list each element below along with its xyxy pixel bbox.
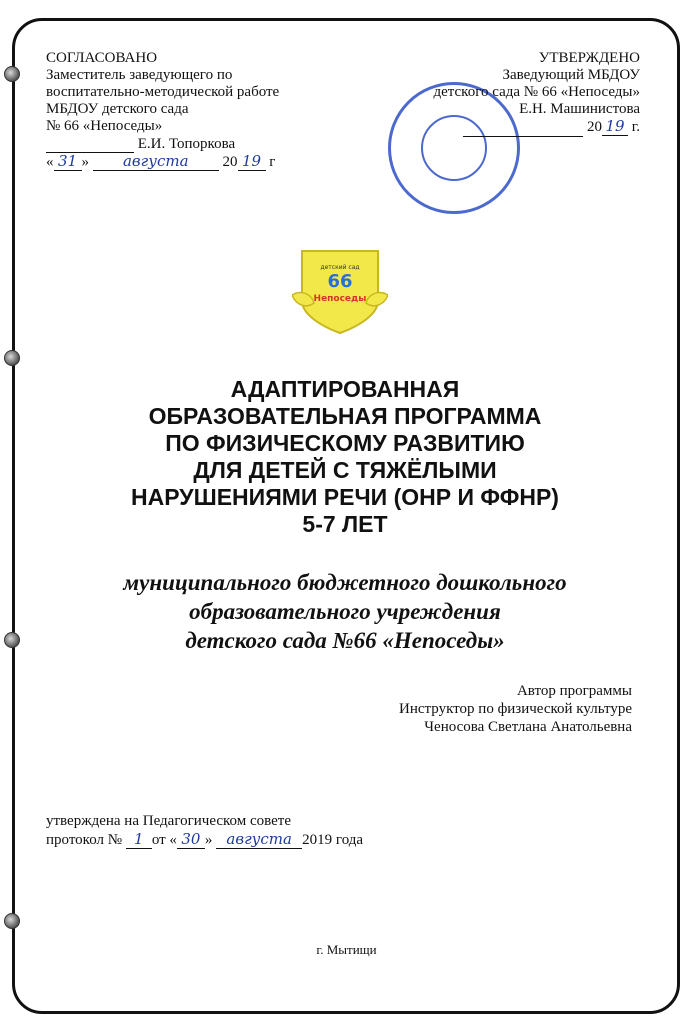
title-line: ДЛЯ ДЕТЕЙ С ТЯЖЁЛЫМИ — [193, 457, 497, 483]
title-line: НАРУШЕНИЯМИ РЕЧИ (ОНР И ФФНР) — [131, 484, 559, 510]
city-label: г. Мытищи — [316, 942, 377, 957]
title-line: 5-7 ЛЕТ — [302, 511, 388, 537]
protocol-month: августа — [216, 830, 302, 849]
council-approval-text: утверждена на Педагогическом совете — [46, 813, 292, 829]
approval-block — [360, 50, 640, 137]
subtitle-line: детского сада №66 «Непоседы» — [185, 628, 505, 653]
logo-caption: детский сад — [320, 264, 360, 271]
date-blank — [463, 119, 583, 137]
author-position: Инструктор по физической культуре — [399, 701, 632, 717]
author-label: Автор программы — [516, 683, 632, 699]
approval-signature-line — [360, 101, 640, 118]
logo-name: Непоседы — [313, 294, 367, 304]
title-line: ОБРАЗОВАТЕЛЬНАЯ ПРОГРАММА — [148, 403, 542, 429]
approval-name: Е.Н. Машинистова — [519, 101, 640, 117]
approval-position-line: детского сада № 66 «Непоседы» — [433, 84, 640, 100]
protocol-year: 2019 года — [302, 832, 364, 848]
date-year: 19 — [238, 153, 266, 171]
protocol-from: от « — [151, 832, 177, 848]
binder-ring — [4, 66, 20, 82]
approval-position-line: Заведующий МБДОУ — [502, 67, 640, 83]
title-line: ПО ФИЗИЧЕСКОМУ РАЗВИТИЮ — [165, 430, 525, 456]
signature — [46, 135, 134, 153]
institution-subtitle — [60, 568, 630, 655]
year-suffix: г. — [631, 119, 640, 135]
agreement-position-line: МБДОУ детского сада — [46, 101, 189, 117]
subtitle-line: муниципального бюджетного дошкольного — [123, 570, 567, 595]
date-day: 31 — [54, 153, 82, 171]
logo-number: 66 — [327, 271, 353, 292]
agreement-date: « 31 » августа 20 19 г — [46, 152, 276, 170]
program-title — [60, 376, 630, 538]
approval-heading: УТВЕРЖДЕНО — [538, 50, 640, 66]
binder-ring — [4, 350, 20, 366]
agreement-position-line: Заместитель заведующего по — [46, 67, 233, 83]
agreement-position-line: № 66 «Непоседы» — [46, 118, 163, 134]
subtitle-line: образовательного учреждения — [189, 599, 501, 624]
author-block — [300, 682, 632, 736]
title-line: АДАПТИРОВАННАЯ — [230, 376, 460, 402]
author-name: Ченосова Светлана Анатольевна — [424, 719, 632, 735]
year-prefix: 20 — [222, 154, 238, 170]
date-month: августа — [93, 153, 219, 171]
agreement-position-line: воспитательно-методической работе — [46, 84, 280, 100]
year-suffix: г — [269, 154, 276, 170]
year-prefix: 20 — [587, 119, 603, 135]
agreement-heading: СОГЛАСОВАНО — [46, 50, 158, 66]
agreement-signature-line — [46, 135, 346, 153]
protocol-number: 1 — [126, 830, 152, 849]
kindergarten-logo — [292, 243, 388, 337]
date-year: 19 — [602, 118, 628, 136]
binder-ring — [4, 632, 20, 648]
protocol-line: протокол № 1 от « 30 » августа 2019 года — [46, 830, 364, 848]
approval-date — [360, 118, 640, 137]
binder-ring — [4, 913, 20, 929]
protocol-prefix: протокол № — [46, 832, 123, 848]
council-approval-block — [46, 812, 466, 849]
agreement-block — [46, 50, 346, 171]
protocol-day: 30 — [177, 830, 205, 849]
agreement-name: Е.И. Топоркова — [137, 136, 236, 152]
